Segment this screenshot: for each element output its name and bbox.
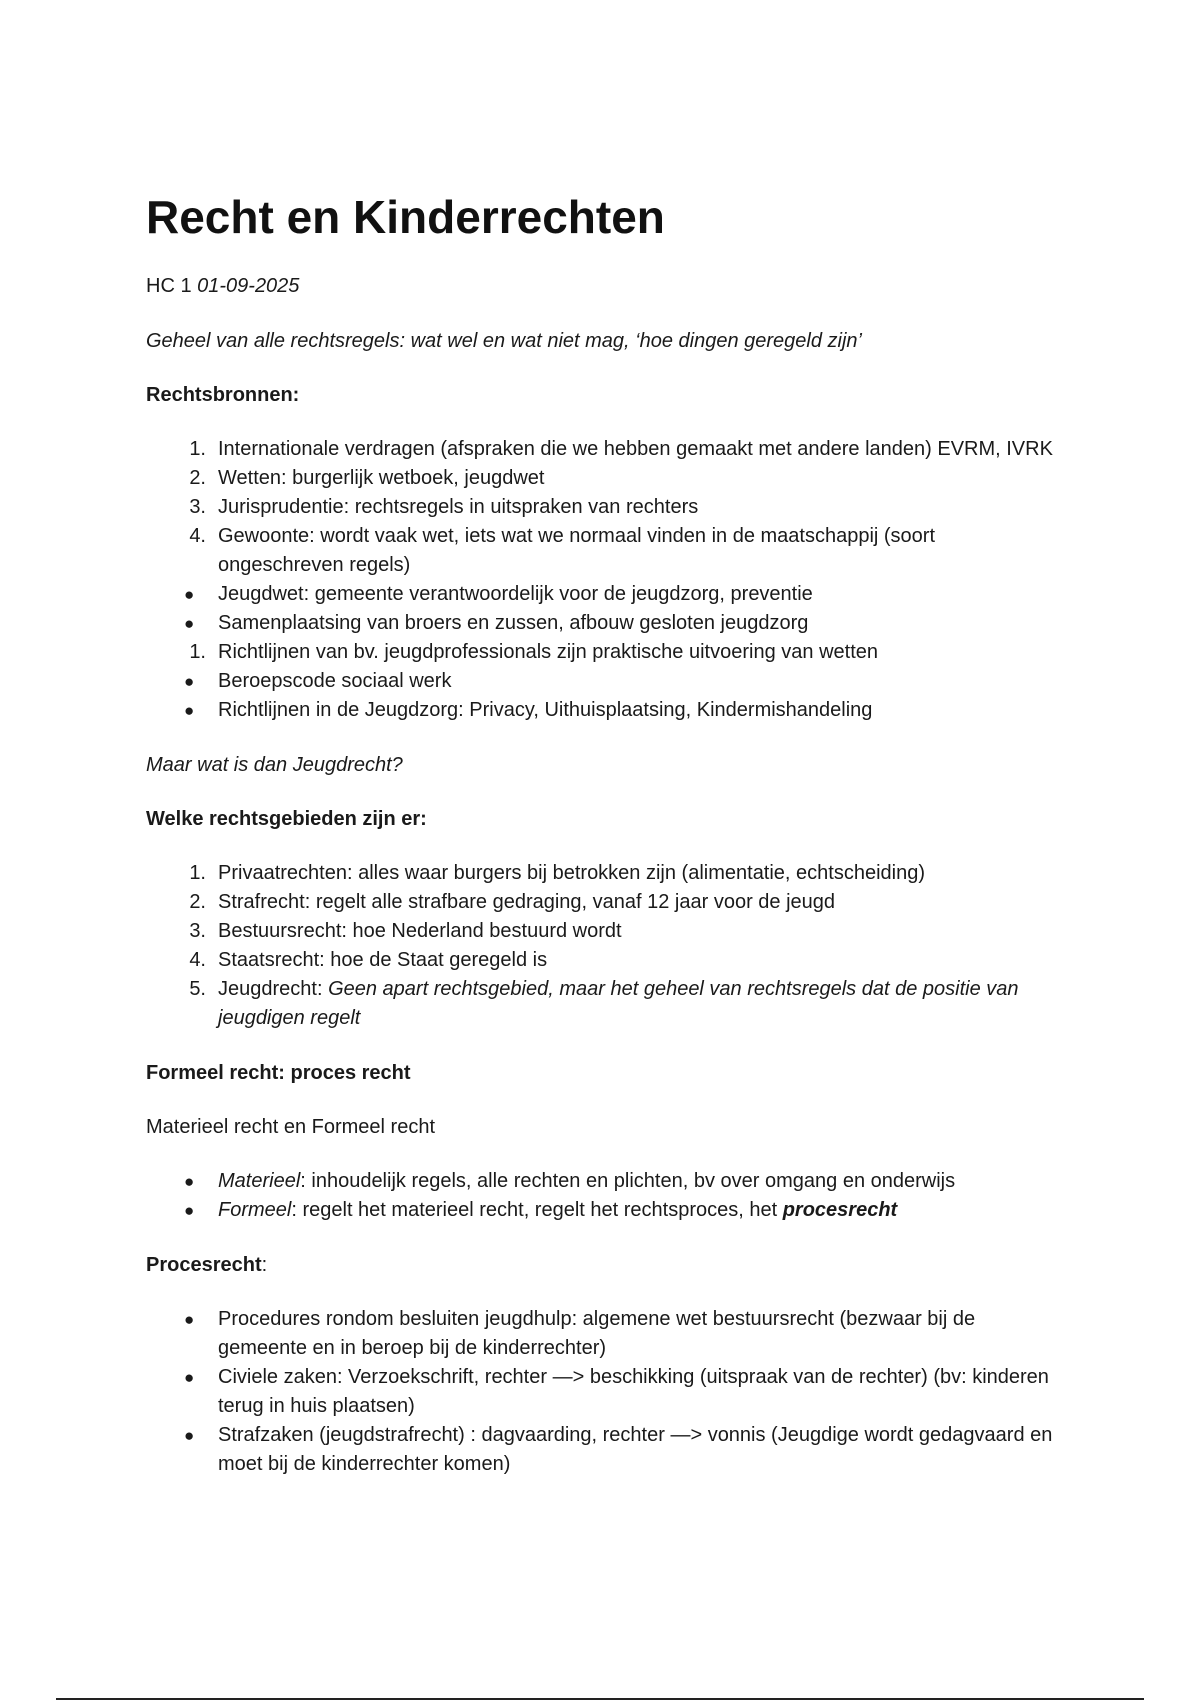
procesrecht-heading-colon: : [261,1254,268,1276]
list-item-text: Procedures rondom besluiten jeugdhulp: algemene wet bestuursrecht (bezwaar bij de gemeente en in beroep bij de kinderrechter) [218,1308,976,1359]
list-item [146,464,1066,493]
bullet-marker: ● [184,701,195,720]
list-marker: 1. [189,641,206,663]
materieel-list [146,1167,1066,1225]
list-item [146,435,1066,464]
list-item-text: Internationale verdragen (afspraken die we hebben gemaakt met andere landen) EVRM, IVRK [218,438,1053,460]
list-item [146,1305,1066,1363]
list-marker: 1. [189,438,206,460]
list-marker: 3. [189,920,206,942]
procesrecht-heading [146,1251,1066,1279]
list-item-lead: Jeugdrecht: [218,978,329,1000]
list-item-italic: Geen apart rechtsgebied, maar het geheel van rechtsregels dat de positie van jeugdigen regelt [218,978,1019,1029]
list-item [146,1167,1066,1196]
list-item [146,696,1066,725]
list-item-text: Strafrecht: regelt alle strafbare gedraging, vanaf 12 jaar voor de jeugd [218,891,836,913]
intro-definition: Geheel van alle rechtsregels: wat wel en wat niet mag, ‘hoe dingen geregeld zijn’ [146,330,862,352]
materieel-intro: Materieel recht en Formeel recht [146,1116,436,1138]
list-item [146,1196,1066,1225]
term-italic: Materieel [218,1170,301,1192]
document-title: Recht en Kinderrechten [146,191,665,243]
list-item [146,580,1066,609]
list-item-text: Bestuursrecht: hoe Nederland bestuurd wordt [218,920,622,942]
formeel-heading: Formeel recht: proces recht [146,1062,411,1084]
list-item [146,859,1066,888]
bullet-marker: ● [184,1201,195,1220]
list-item-text: Gewoonte: wordt vaak wet, iets wat we normaal vinden in de maatschappij (soort ongeschreven regels) [218,525,936,576]
rechtsbronnen-heading: Rechtsbronnen: [146,384,300,406]
rechtsbronnen-list [146,435,1066,725]
list-item-text: Richtlijnen van bv. jeugdprofessionals zijn praktische uitvoering van wetten [218,641,878,663]
bullet-marker: ● [184,614,195,633]
procesrecht-list [146,1305,1066,1479]
list-item [146,609,1066,638]
procesrecht-heading-text: Procesrecht [146,1254,262,1276]
list-item [146,1363,1066,1421]
list-item-text: Staatsrecht: hoe de Staat geregeld is [218,949,548,971]
list-item-text: Samenplaatsing van broers en zussen, afbouw gesloten jeugdzorg [218,612,809,634]
list-item-text: Privaatrechten: alles waar burgers bij betrokken zijn (alimentatie, echtscheiding) [218,862,926,884]
bullet-marker: ● [184,1310,195,1329]
list-item [146,888,1066,917]
rechtsgebieden-list [146,859,1066,1033]
list-item [146,667,1066,696]
list-marker: 3. [189,496,206,518]
list-item [146,522,1066,580]
list-marker: 2. [189,467,206,489]
list-item-text: Strafzaken (jeugdstrafrecht) : dagvaarding, rechter —> vonnis (Jeugdige wordt gedagvaard en moet bij de kinderrechter komen) [218,1424,1053,1475]
list-item-text: Civiele zaken: Verzoekschrift, rechter —> beschikking (uitspraak van de rechter) (bv: kinderen terug in huis plaatsen) [218,1366,1049,1417]
list-item-text: : inhoudelijk regels, alle rechten en plichten, bv over omgang en onderwijs [300,1170,956,1192]
list-marker: 4. [189,949,206,971]
list-item [146,493,1066,522]
list-item [146,946,1066,975]
list-item-text: Beroepscode sociaal werk [218,670,452,692]
list-item-text: Wetten: burgerlijk wetboek, jeugdwet [218,467,545,489]
list-marker: 1. [189,862,206,884]
lecture-number: HC 1 [146,275,198,297]
list-item-text: : regelt het materieel recht, regelt het rechtsproces, het [291,1199,783,1221]
list-item [146,1421,1066,1479]
term-italic: Formeel [218,1199,292,1221]
list-item [146,975,1066,1033]
jeugdrecht-question: Maar wat is dan Jeugdrecht? [146,754,403,776]
bullet-marker: ● [184,1172,195,1191]
lecture-info [146,272,1066,300]
list-item [146,917,1066,946]
bullet-marker: ● [184,1426,195,1445]
list-marker: 5. [189,978,206,1000]
list-marker: 4. [189,525,206,547]
bullet-marker: ● [184,672,195,691]
rechtsgebieden-heading: Welke rechtsgebieden zijn er: [146,808,427,830]
bullet-marker: ● [184,585,195,604]
list-item-text: Jurisprudentie: rechtsregels in uitspraken van rechters [218,496,699,518]
term-bold-italic: procesrecht [782,1199,898,1221]
list-item-text: Jeugdwet: gemeente verantwoordelijk voor de jeugdzorg, preventie [218,583,813,605]
lecture-date: 01-09-2025 [197,275,300,297]
list-item-text: Richtlijnen in de Jeugdzorg: Privacy, Uithuisplaatsing, Kindermishandeling [218,699,873,721]
bullet-marker: ● [184,1368,195,1387]
list-item [146,638,1066,667]
list-marker: 2. [189,891,206,913]
document-page [146,190,1066,1479]
